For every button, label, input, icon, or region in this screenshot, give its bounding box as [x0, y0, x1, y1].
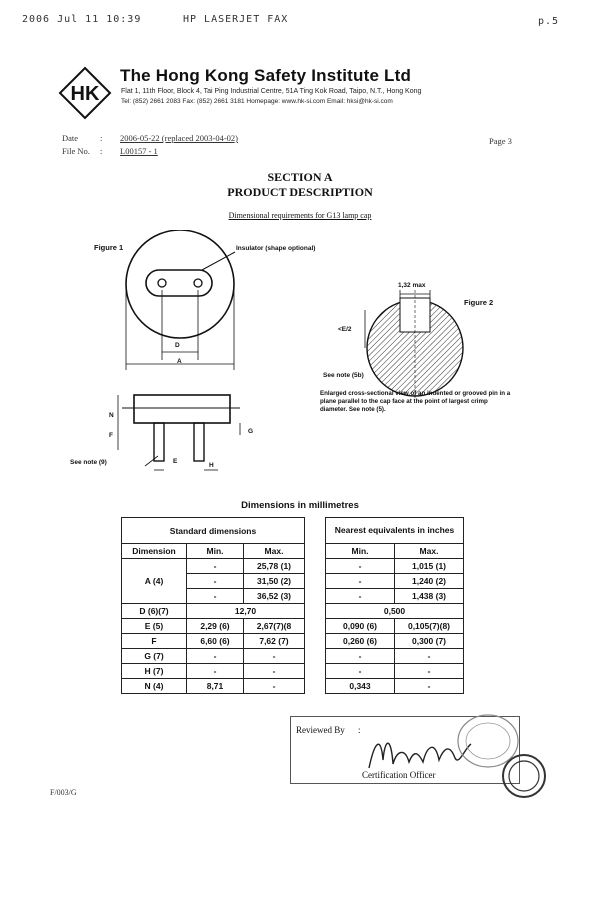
row-d-dim: D (6)(7)	[122, 604, 187, 619]
eq-header: Nearest equivalents in inches	[326, 518, 464, 544]
figure2-label: Figure 2	[464, 298, 494, 307]
file-colon: :	[100, 146, 103, 156]
cell-imin: -	[326, 649, 395, 664]
date-value: 2006-05-22 (replaced 2003-04-02)	[120, 133, 239, 143]
cell-imax: 1,438 (3)	[395, 589, 464, 604]
reviewed-by-colon: :	[358, 725, 361, 735]
reviewed-by-label: Reviewed By	[296, 725, 345, 735]
cell-imax: 0,300 (7)	[395, 634, 464, 649]
row-f-dim: F	[122, 634, 187, 649]
company-contact: Tel: (852) 2661 2083 Fax: (852) 2661 3181 Homepage: www.hk-si.com Email: hksi@hk-si.com	[121, 98, 393, 105]
figure2-drawing	[355, 290, 475, 400]
cell-min: 2,29 (6)	[187, 619, 244, 634]
std-header: Standard dimensions	[122, 518, 305, 544]
seal-ring	[500, 752, 548, 800]
fax-datetime: 2006 Jul 11 10:39	[22, 14, 142, 25]
dim-label-d: D	[175, 342, 180, 349]
row-e-dim: E (5)	[122, 619, 187, 634]
cell-min: -	[187, 649, 244, 664]
col-dimension: Dimension	[122, 544, 187, 559]
cell-imin: -	[326, 559, 395, 574]
cell-max: -	[244, 649, 305, 664]
cell-min: 6,60 (6)	[187, 634, 244, 649]
cell-span: 12,70	[187, 604, 305, 619]
cell-min: -	[187, 574, 244, 589]
cell-imax: -	[395, 679, 464, 694]
row-n-dim: N (4)	[122, 679, 187, 694]
max-132-label: 1,32 max	[398, 282, 426, 289]
cell-max: 31,50 (2)	[244, 574, 305, 589]
col-min: Min.	[187, 544, 244, 559]
cell-max: 2,67(7)(8	[244, 619, 305, 634]
date-label: Date	[62, 133, 79, 143]
cell-imin: -	[326, 664, 395, 679]
figure2-caption: Enlarged cross-sectional view of an indented or grooved pin in a plane parallel to the cap face at the point of largest crimp diameter. See note (5).	[320, 390, 511, 413]
cell-max: -	[244, 679, 305, 694]
table-title: Dimensions in millimetres	[241, 500, 359, 511]
dim-label-e: E	[173, 458, 178, 465]
cell-min: -	[187, 664, 244, 679]
hksi-logo	[58, 66, 112, 120]
col-imax: Max.	[395, 544, 464, 559]
section-title: SECTION A	[267, 170, 333, 184]
fax-page: p.5	[538, 16, 560, 27]
cell-max: 36,52 (3)	[244, 589, 305, 604]
cell-imin: 0,260 (6)	[326, 634, 395, 649]
file-value: L00157 - 1	[120, 146, 158, 156]
cell-ispan: 0,500	[326, 604, 464, 619]
dim-label-f: F	[109, 432, 113, 439]
certification-officer: Certification Officer	[362, 770, 436, 780]
date-colon: :	[100, 133, 103, 143]
dimensions-table	[121, 517, 464, 694]
cell-imin: -	[326, 589, 395, 604]
cell-imax: 1,240 (2)	[395, 574, 464, 589]
cell-imin: -	[326, 574, 395, 589]
fax-device: HP LASERJET FAX	[183, 14, 289, 25]
logo-text: HK	[70, 83, 100, 105]
cell-imax: -	[395, 649, 464, 664]
dim-label-a: A	[177, 358, 182, 365]
cell-max: 7,62 (7)	[244, 634, 305, 649]
company-address: Flat 1, 11th Floor, Block 4, Tai Ping Industrial Centre, 51A Ting Kok Road, Taipo, N.T., Hong Kong	[121, 88, 422, 95]
cell-max: -	[244, 664, 305, 679]
row-h-dim: H (7)	[122, 664, 187, 679]
cell-imax: -	[395, 664, 464, 679]
file-label: File No.	[62, 146, 90, 156]
e-half-label: <E/2	[338, 326, 352, 333]
form-code: F/003/G	[50, 788, 77, 797]
cell-min: -	[187, 559, 244, 574]
dim-label-n: N	[109, 412, 114, 419]
page-number: Page 3	[489, 136, 512, 146]
company-name: The Hong Kong Safety Institute Ltd	[120, 66, 412, 85]
col-max: Max.	[244, 544, 305, 559]
cell-min: -	[187, 589, 244, 604]
cell-max: 25,78 (1)	[244, 559, 305, 574]
row-a-dim: A (4)	[122, 559, 187, 604]
see-note-9: See note (9)	[70, 459, 107, 466]
cell-imin: 0,343	[326, 679, 395, 694]
row-g-dim: G (7)	[122, 649, 187, 664]
cell-imax: 1,015 (1)	[395, 559, 464, 574]
dim-label-g: G	[248, 428, 254, 435]
cell-min: 8,71	[187, 679, 244, 694]
dimensional-subheading: Dimensional requirements for G13 lamp cap	[228, 211, 372, 220]
cell-imin: 0,090 (6)	[326, 619, 395, 634]
cell-imax: 0,105(7)(8)	[395, 619, 464, 634]
dim-label-h: H	[209, 462, 214, 469]
section-subtitle: PRODUCT DESCRIPTION	[227, 185, 373, 199]
col-imin: Min.	[326, 544, 395, 559]
figure1-label: Figure 1	[94, 243, 124, 252]
see-note-5b: See note (5b)	[323, 372, 364, 379]
insulator-label: Insulator (shape optional)	[236, 245, 316, 252]
figure1-drawing	[90, 230, 290, 490]
